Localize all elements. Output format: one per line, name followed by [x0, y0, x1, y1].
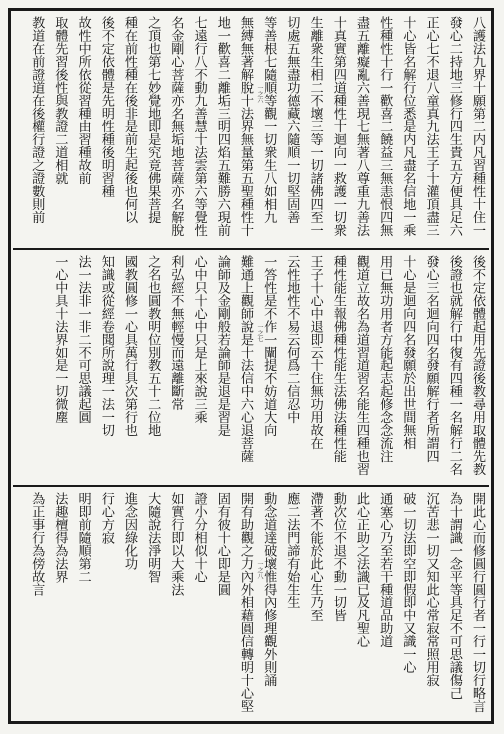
- text-column: 破一切法即空即假即中又識一心: [400, 492, 416, 674]
- text-column: 名金剛心菩薩亦名無垢地菩薩亦名解脫: [168, 16, 184, 237]
- text-column: 滯著不能於此心生乃至: [307, 492, 323, 622]
- text-column: 後不定依體起用先證後教尋用取體先教: [470, 255, 485, 476]
- text-column: 應二法門諦有始生生: [284, 492, 300, 609]
- text-column: 證小分相似十心: [191, 492, 207, 583]
- text-column: 教道在前證道在後權行證之證數則前: [29, 16, 45, 224]
- text-column: 之頂也第七妙覺地即是究竟佛果菩提: [145, 16, 161, 224]
- text-panel: [13, 248, 489, 485]
- text-column: 云性地性不易云何爲二信忍中: [284, 255, 300, 424]
- text-column: 發心三名迴向四名發願解行者所謂四: [423, 255, 439, 463]
- text-column: 論師及金剛般若論師是退是習是: [214, 255, 230, 437]
- text-column: 動次位不退不動一切皆: [330, 492, 346, 622]
- text-column: 一心中具十法界如是一切微塵: [52, 255, 68, 424]
- text-column: 利弘經不無輕慢而遠離斷常: [168, 255, 184, 411]
- folio-mark: 一之八: [256, 561, 263, 579]
- text-column: 固有彼十心即是圓: [214, 492, 230, 596]
- page-border: [8, 8, 494, 724]
- text-panel: [13, 485, 489, 721]
- text-column: 動念道達破壞惟得內修理觀外則誦: [261, 492, 277, 687]
- text-column: 國教圓修一心具萬行具次第行也: [122, 255, 137, 437]
- text-column: 一答性是不作一闡提不妨道大向: [261, 255, 277, 437]
- text-column: 盡五離癡亂六善現七無著八尊重九善法: [354, 16, 369, 237]
- text-column: 無縛無著解脫十法界無量第五聖種性十: [238, 16, 253, 237]
- text-column: 切處五無盡功德藏六隨順一切堅固善: [284, 16, 300, 224]
- text-column: 地一歡喜二離垢三明四焰五難勝六現前: [214, 16, 230, 237]
- text-column: 通塞心乃至若干種道品助道: [377, 492, 393, 648]
- text-column: 大隨說法淨明智: [145, 492, 161, 583]
- text-column: 如實行即以大乘法: [168, 492, 184, 596]
- text-column: 正心七不退八童真九法王子十灌頂盡三: [423, 16, 439, 237]
- text-column: 發心二持地三修行四生貴五方便具足六: [446, 16, 462, 237]
- text-column: 沉苦悲一切又知此心常寂常照用寂: [423, 492, 439, 687]
- text-column: 行心方寂: [98, 492, 114, 544]
- text-column: 生離衆生相二不壞三等一切諸佛四至一: [307, 16, 323, 237]
- text-column: 取體先習後性與教證二道相就: [52, 16, 68, 185]
- text-column: 知識或從經卷聞所說理一法一切: [98, 255, 114, 437]
- text-column: 觀道立故名為道習道習名能生四種也習: [354, 255, 369, 476]
- text-column: 十心皆名解行位悉是内凡盡名信地一乘: [400, 16, 416, 237]
- text-column: 之名也圓教明位別教五十二位地: [145, 255, 161, 437]
- text-column: 後不定依體是先明性種後明習種: [98, 16, 114, 198]
- text-column: 十心是迴向四名發願於出世間無相: [400, 255, 416, 450]
- text-column: 明即前隨順第二: [75, 492, 91, 583]
- text-column: 此心正助之法識已及凡聖心: [354, 492, 369, 648]
- text-column: 開此心而修圓行圓行者一行一切行略言: [470, 492, 485, 713]
- text-column: 等善根七隨順等觀一切衆生八如相九: [261, 16, 277, 224]
- text-column: 十真實第四道種性十迴向一救護一切衆: [330, 16, 346, 237]
- text-column: 八護法九界十願第二内凡習種性十住一: [470, 16, 485, 237]
- text-column: 進念因綠化功: [122, 492, 137, 570]
- text-column: 後證也就解行中復有四種一名解行二名: [446, 255, 462, 476]
- text-column: 七遠行八不動九善慧十法雲第六等覺性: [191, 16, 207, 237]
- folio-mark: 一之七: [256, 324, 263, 342]
- text-column: 心中只十心中只是上來說三乘: [191, 255, 207, 424]
- text-column: 開有助觀之力內外相藉圓信轉明十心堅: [238, 492, 253, 713]
- text-column: 法趣檀得為法界: [52, 492, 68, 583]
- text-column: 難通上觀師說是十法信中六心退菩薩: [238, 255, 253, 463]
- text-column: 為正事行為傍故言: [29, 492, 45, 596]
- text-column: 故性中所依從習種由習種故前: [75, 16, 91, 185]
- text-column: 王子十心中退即云十住無功用故在: [307, 255, 323, 450]
- text-column: 用已無功用者方能起志起修念念流注: [377, 255, 393, 463]
- text-column: 性種性十行一歡喜二饒益三無恚恨四無: [377, 16, 393, 237]
- text-column: 種在前性種在後非是前生起後也何以: [122, 16, 137, 224]
- text-column: 法一法非一非二不可思議起圓: [75, 255, 91, 424]
- text-panel: [13, 11, 489, 248]
- text-column: 種性能生報佛種性能生法佛法種性能: [330, 255, 346, 463]
- text-column: 為十謂識一念平等具足不可思議傷己: [446, 492, 462, 700]
- folio-mark: 一之六: [256, 85, 263, 103]
